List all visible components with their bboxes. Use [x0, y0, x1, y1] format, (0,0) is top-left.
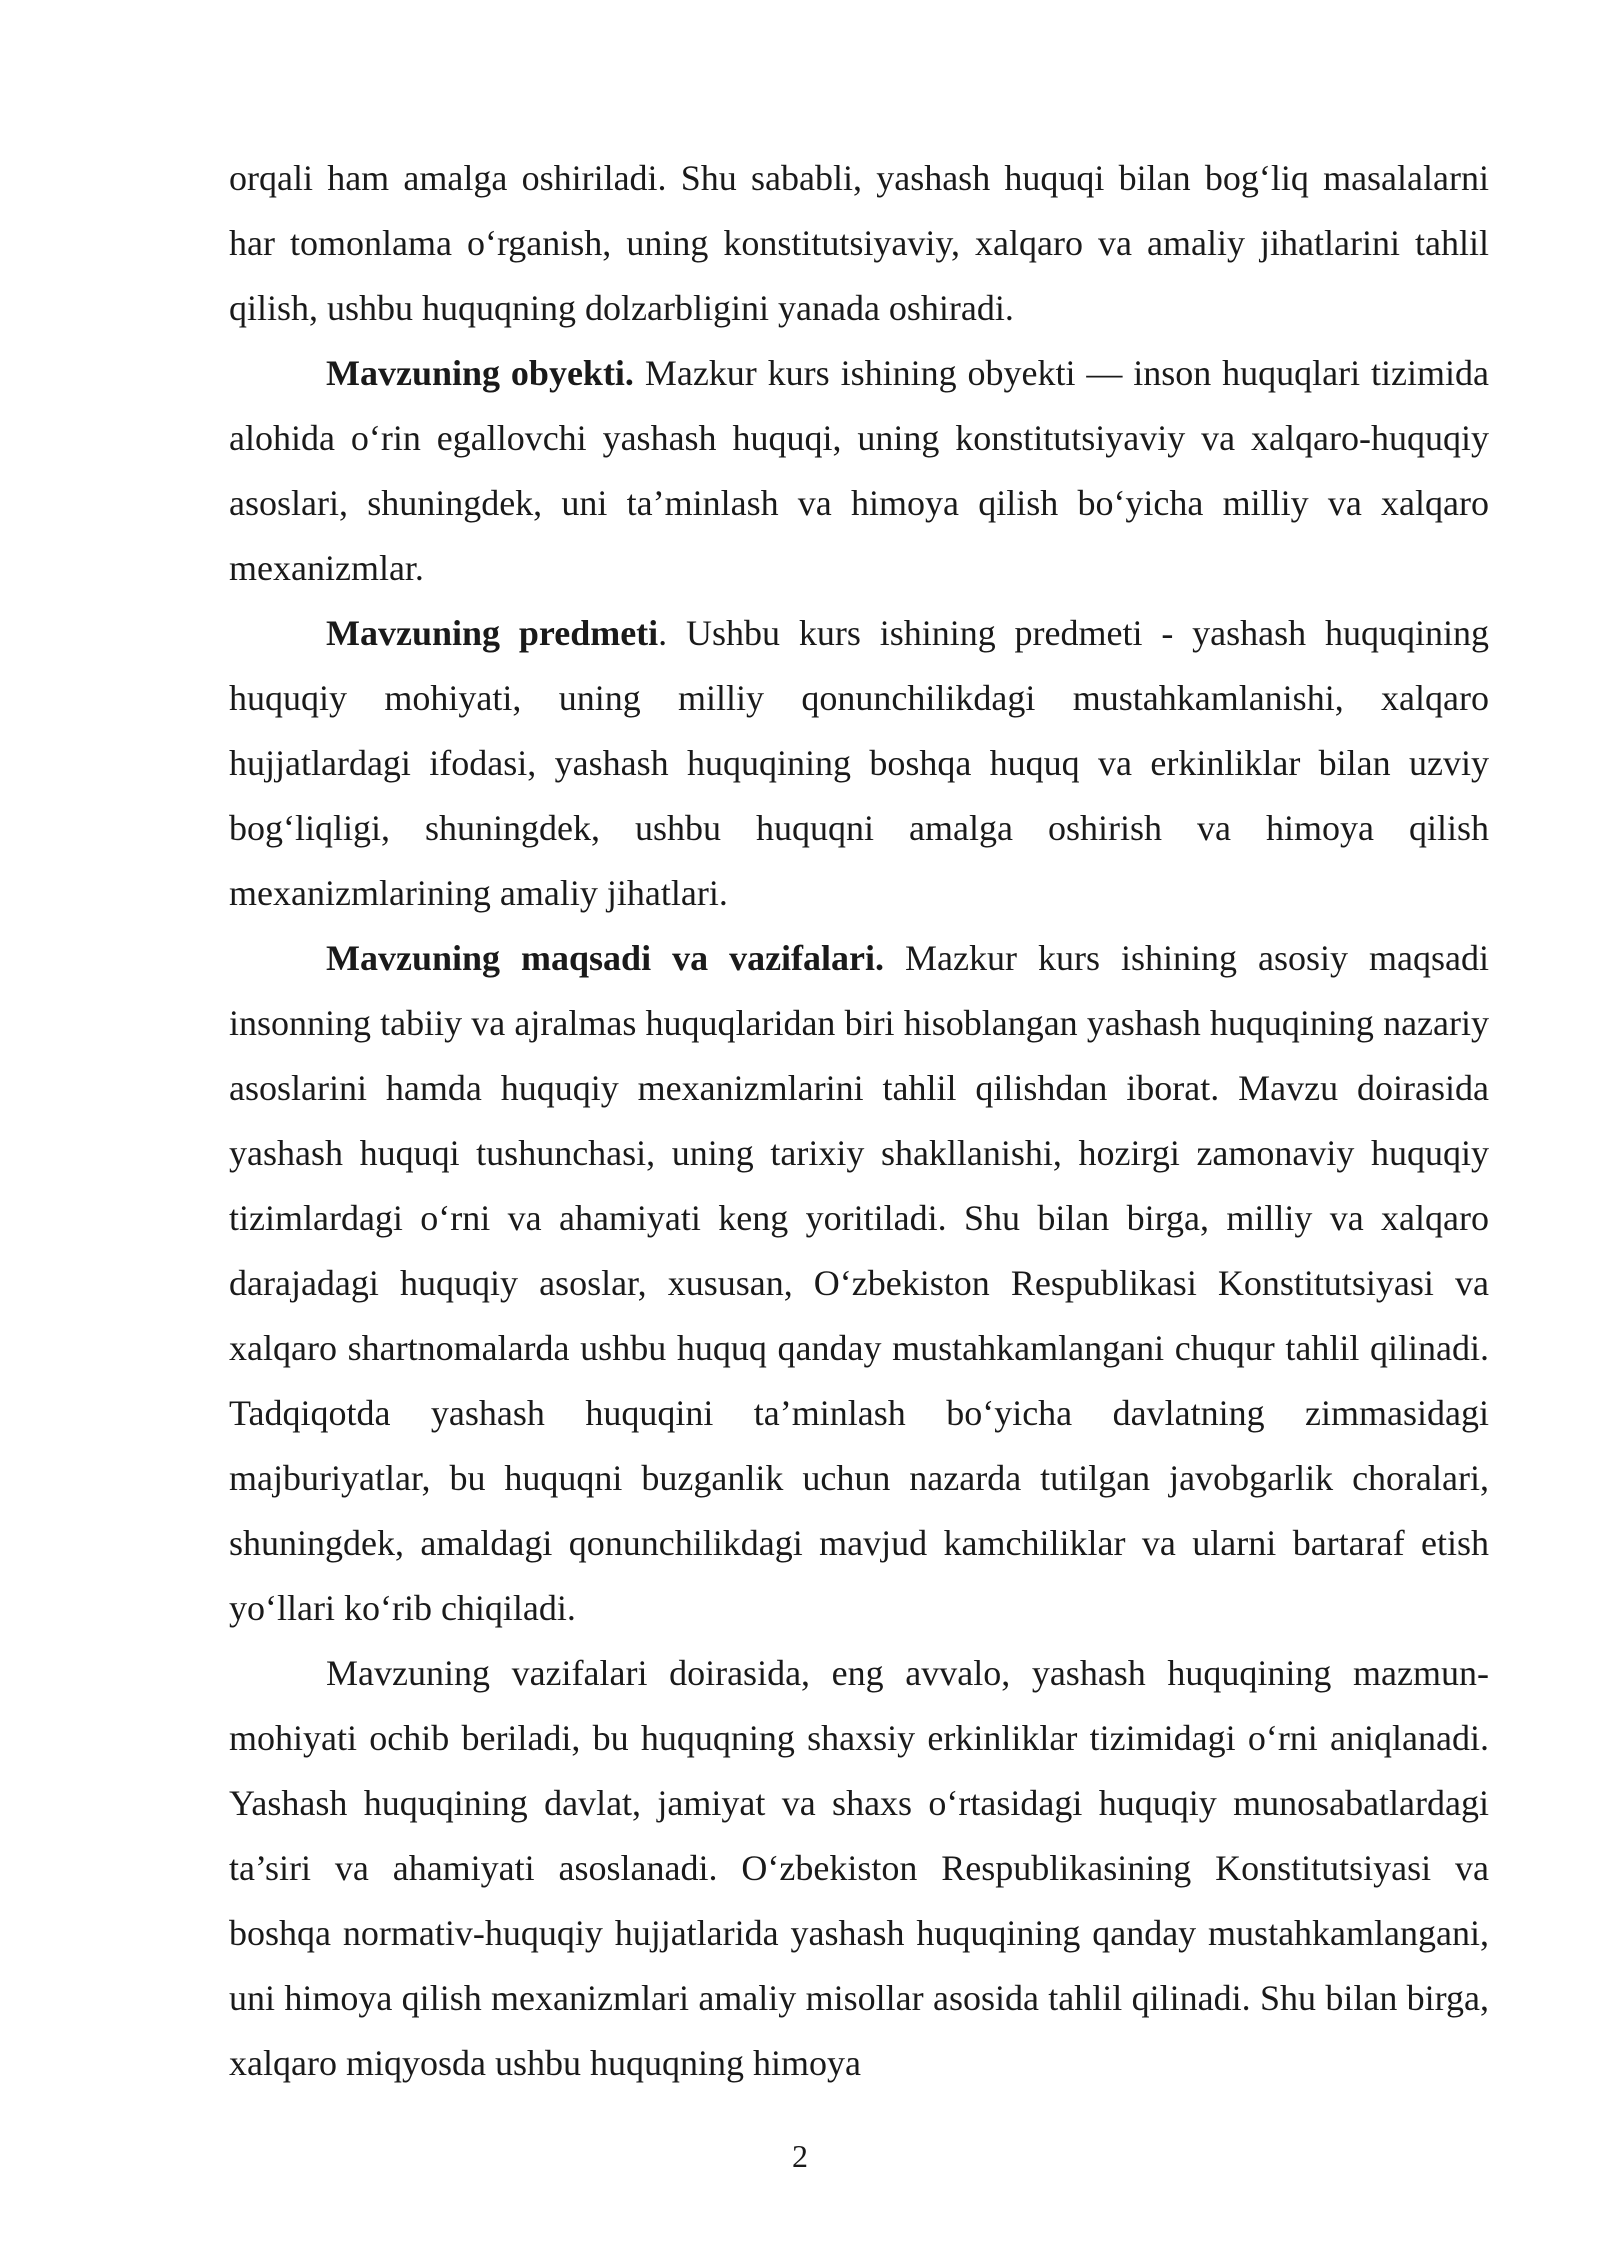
paragraph-text: . Ushbu kurs ishining predmeti - yashash huquqining huquqiy mohiyati, uning milliy qonunchilikdagi mustahkamlanishi, xalqaro hujjatlardagi ifodasi, yashash huquqining boshqa huquq va erkinliklar bilan uzviy bog‘liqligi, shuningdek, ushbu huquqni amalga oshirish va himoya qilish mexanizmlarining amaliy jihatlari. [229, 613, 1489, 913]
paragraph-heading: Mavzuning predmeti [326, 613, 659, 653]
paragraph-object [229, 341, 1489, 601]
paragraph-tasks [229, 1641, 1489, 2096]
paragraph-continuation [229, 146, 1489, 341]
page-number: 2 [792, 2138, 808, 2174]
paragraph-heading: Mavzuning obyekti. [326, 353, 634, 393]
paragraph-subject [229, 601, 1489, 926]
paragraph-text: Mavzuning vazifalari doirasida, eng avvalo, yashash huquqining mazmun-mohiyati ochib beriladi, bu huquqning shaxsiy erkinliklar tizimidagi o‘rni aniqlanadi. Yashash huquqining davlat, jamiyat va shaxs o‘rtasidagi huquqiy munosabatlardagi ta’siri va ahamiyati asoslanadi. O‘zbekiston Respublikasining Konstitutsiyasi va boshqa normativ-huquqiy hujjatlarida yashash huquqining qanday mustahkamlangani, uni himoya qilish mexanizmlari amaliy misollar asosida tahlil qilinadi. Shu bilan birga, xalqaro miqyosda ushbu huquqning himoya [229, 1653, 1489, 2083]
paragraph-text: Mazkur kurs ishining obyekti — inson huquqlari tizimida alohida o‘rin egallovchi yashash huquqi, uning konstitutsiyaviy va xalqaro-huquqiy asoslari, shuningdek, uni ta’minlash va himoya qilish bo‘yicha milliy va xalqaro mexanizmlar. [229, 353, 1489, 588]
paragraph-heading: Mavzuning maqsadi va vazifalari. [326, 938, 885, 978]
paragraph-goals [229, 926, 1489, 1641]
paragraph-text: orqali ham amalga oshiriladi. Shu sababli, yashash huquqi bilan bog‘liq masalalarni har tomonlama o‘rganish, uning konstitutsiyaviy, xalqaro va amaliy jihatlarini tahlil qilish, ushbu huquqning dolzarbligini yanada oshiradi. [229, 158, 1489, 328]
body-text [229, 146, 1489, 2096]
paragraph-text: Mazkur kurs ishining asosiy maqsadi insonning tabiiy va ajralmas huquqlaridan biri hisoblangan yashash huquqining nazariy asoslarini hamda huquqiy mexanizmlarini tahlil qilishdan iborat. Mavzu doirasida yashash huquqi tushunchasi, uning tarixiy shakllanishi, hozirgi zamonaviy huquqiy tizimlardagi o‘rni va ahamiyati keng yoritiladi. Shu bilan birga, milliy va xalqaro darajadagi huquqiy asoslar, xususan, O‘zbekiston Respublikasi Konstitutsiyasi va xalqaro shartnomalarda ushbu huquq qanday mustahkamlangani chuqur tahlil qilinadi. Tadqiqotda yashash huquqini ta’minlash bo‘yicha davlatning zimmasidagi majburiyatlar, bu huquqni buzganlik uchun nazarda tutilgan javobgarlik choralari, shuningdek, amaldagi qonunchilikdagi mavjud kamchiliklar va ularni bartaraf etish yo‘llari ko‘rib chiqiladi. [229, 938, 1489, 1628]
